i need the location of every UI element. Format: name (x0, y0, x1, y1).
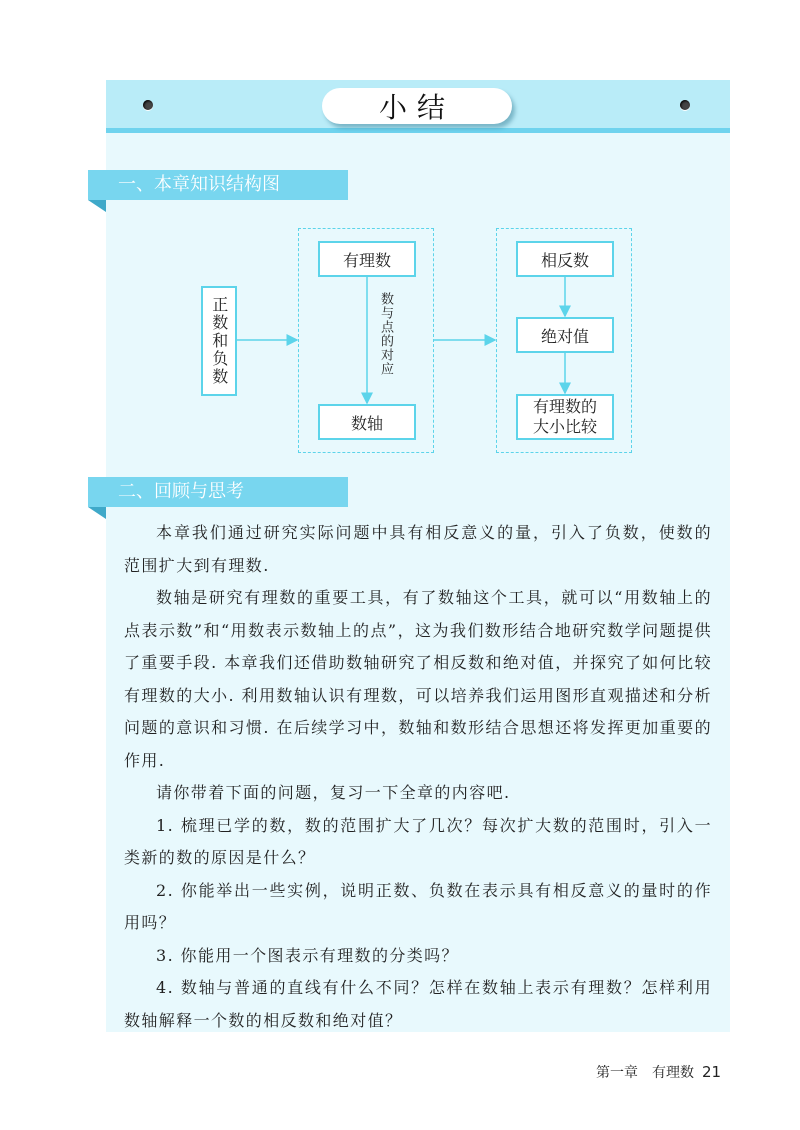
node-positive-negative (201, 286, 237, 396)
question-item: 3. 你能用一个图表示有理数的分类吗？ (156, 945, 459, 965)
binder-hole-right (680, 100, 690, 110)
edge-label-correspondence: 数与点的对应 (378, 292, 393, 376)
node-compare-size (516, 394, 614, 440)
node-compare-size-line1: 有理数的 (532, 397, 597, 416)
section-banner-fold (88, 200, 106, 212)
page-title: 小结 (322, 88, 512, 124)
question-item: 4. 数轴与普通的直线有什么不同？怎样在数轴上表示有理数？怎样利用数轴解释一个数的相反数和绝对值？ (124, 978, 712, 1030)
question-item: 2. 你能举出一些实例，说明正数、负数在表示具有相反意义的量时的作用吗？ (124, 880, 712, 932)
section-banner-fold (88, 507, 106, 519)
page-number: 21 (702, 1063, 722, 1081)
page-footer (596, 1062, 721, 1082)
node-number-line: 数轴 (318, 404, 416, 440)
node-absolute-value: 绝对值 (516, 317, 614, 353)
question-item: 1. 梳理已学的数，数的范围扩大了几次？每次扩大数的范围时，引入一类新的数的原因是什么？ (124, 815, 712, 867)
section-heading-structure: 一、本章知识结构图 (88, 170, 348, 200)
paragraph: 请你带着下面的问题，复习一下全章的内容吧. (156, 783, 511, 802)
paragraph: 本章我们通过研究实际问题中具有相反意义的量，引入了负数，使数的范围扩大到有理数. (124, 523, 712, 575)
node-opposite-number: 相反数 (516, 241, 614, 277)
section-heading-review: 二、回顾与思考 (88, 477, 348, 507)
header-divider (106, 128, 730, 133)
review-body (124, 517, 712, 1037)
binder-hole-left (143, 100, 153, 110)
footer-chapter: 第一章 有理数 (596, 1065, 694, 1081)
node-rational-number: 有理数 (318, 241, 416, 277)
node-positive-negative-label: 正数和负数 (209, 296, 229, 386)
paragraph: 数轴是研究有理数的重要工具，有了数轴这个工具，就可以“用数轴上的点表示数”和“用数表示数轴上的点”，这为我们数形结合地研究数学问题提供了重要手段. 本章我们还借助数轴研究了相反数和绝对值，并探究了如何比较有理数的大小. 利用数轴认识有理数，可以培养我们运用图形直观描述和分析问题的意识和习惯. 在后续学习中，数轴和数形结合思想还将发挥更加重要的作用. (124, 588, 712, 770)
node-compare-size-line2: 大小比较 (532, 417, 597, 436)
